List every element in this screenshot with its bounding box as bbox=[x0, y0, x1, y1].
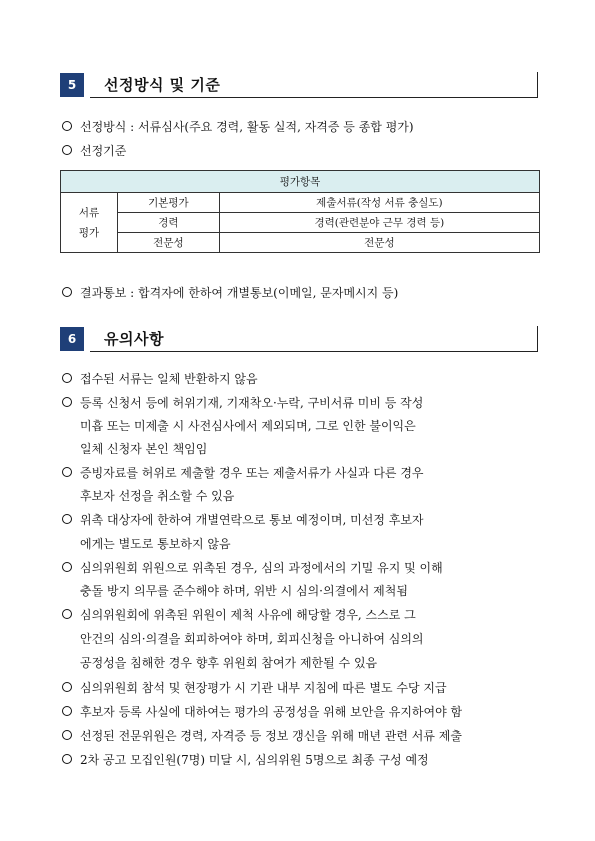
circle-bullet-icon bbox=[62, 467, 72, 477]
circle-bullet-icon bbox=[62, 287, 72, 297]
circle-bullet-icon bbox=[62, 562, 72, 572]
list-item: 선정된 전문위원은 경력, 자격증 등 정보 갱신을 위해 매년 관련 서류 제출 bbox=[62, 728, 542, 744]
list-item: 후보자 등록 사실에 대하여는 평가의 공정성을 위해 보안을 유지하여야 함 bbox=[62, 704, 542, 720]
bullet-result-notice: 결과통보 : 합격자에 한하여 개별통보(이메일, 문자메시지 등) bbox=[62, 285, 542, 301]
list-item: 심의위원회에 위촉된 위원이 제척 사유에 해당할 경우, 스스로 그 bbox=[62, 607, 542, 623]
list-item: 2차 공고 모집인원(7명) 미달 시, 심의위원 5명으로 최종 구성 예정 bbox=[62, 752, 542, 768]
list-item-continuation: 공정성을 침해한 경우 향후 위원회 참여가 제한될 수 있음 bbox=[80, 656, 378, 670]
section-6-header bbox=[60, 326, 538, 352]
list-item-continuation: 미흡 또는 미제출 시 사전심사에서 제외되며, 그로 인한 불이익은 bbox=[80, 419, 416, 433]
circle-bullet-icon bbox=[62, 373, 72, 383]
section-number-badge: 6 bbox=[60, 327, 84, 351]
list-item-continuation: 안건의 심의·의결을 회피하여야 하며, 회피신청을 아니하여 심의의 bbox=[80, 632, 424, 646]
list-item-continuation: 일체 신청자 본인 책임임 bbox=[80, 442, 208, 456]
circle-bullet-icon bbox=[62, 609, 72, 619]
table-cell: 경력(관련분야 근무 경력 등) bbox=[219, 213, 539, 233]
circle-bullet-icon bbox=[62, 145, 72, 155]
list-item-continuation: 에게는 별도로 통보하지 않음 bbox=[80, 537, 231, 551]
list-item: 심의위원회 참석 및 현장평가 시 기관 내부 지침에 따른 별도 수당 지급 bbox=[62, 680, 542, 696]
list-item-continuation: 충돌 방지 의무를 준수해야 하며, 위반 시 심의·의결에서 제척됨 bbox=[80, 584, 408, 598]
table-cell: 전문성 bbox=[118, 233, 220, 253]
circle-bullet-icon bbox=[62, 121, 72, 131]
section-number-badge: 5 bbox=[60, 73, 84, 97]
section-rightbar bbox=[537, 326, 538, 352]
circle-bullet-icon bbox=[62, 514, 72, 524]
section-title: 선정방식 및 기준 bbox=[104, 76, 221, 94]
table-cell: 전문성 bbox=[219, 233, 539, 253]
list-item-continuation: 후보자 선정을 취소할 수 있음 bbox=[80, 489, 235, 503]
list-item: 위촉 대상자에 한하여 개별연락으로 통보 예정이며, 미선정 후보자 bbox=[62, 512, 542, 528]
section-rightbar bbox=[537, 72, 538, 98]
list-item: 접수된 서류는 일체 반환하지 않음 bbox=[62, 371, 542, 387]
circle-bullet-icon bbox=[62, 730, 72, 740]
list-item: 증빙자료를 허위로 제출할 경우 또는 제출서류가 사실과 다른 경우 bbox=[62, 465, 542, 481]
table-cell: 기본평가 bbox=[118, 193, 220, 213]
circle-bullet-icon bbox=[62, 754, 72, 764]
table-cell: 경력 bbox=[118, 213, 220, 233]
circle-bullet-icon bbox=[62, 397, 72, 407]
circle-bullet-icon bbox=[62, 706, 72, 716]
evaluation-table bbox=[60, 170, 540, 253]
circle-bullet-icon bbox=[62, 682, 72, 692]
table-header: 평가항목 bbox=[61, 171, 540, 193]
table-cell: 제출서류(작성 서류 충실도) bbox=[219, 193, 539, 213]
section-underline bbox=[90, 97, 538, 98]
bullet-selection-method: 선정방식 : 서류심사(주요 경력, 활동 실적, 자격증 등 종합 평가) bbox=[62, 119, 542, 135]
section-5-header bbox=[60, 72, 538, 98]
section-underline bbox=[90, 351, 538, 352]
section-title: 유의사항 bbox=[104, 330, 164, 348]
list-item: 심의위원회 위원으로 위촉된 경우, 심의 과정에서의 기밀 유지 및 이해 bbox=[62, 560, 542, 576]
table-row-label: 서류 평가 bbox=[61, 193, 118, 253]
list-item: 등록 신청서 등에 허위기재, 기재착오·누락, 구비서류 미비 등 작성 bbox=[62, 395, 542, 411]
bullet-selection-criteria: 선정기준 bbox=[62, 143, 542, 159]
